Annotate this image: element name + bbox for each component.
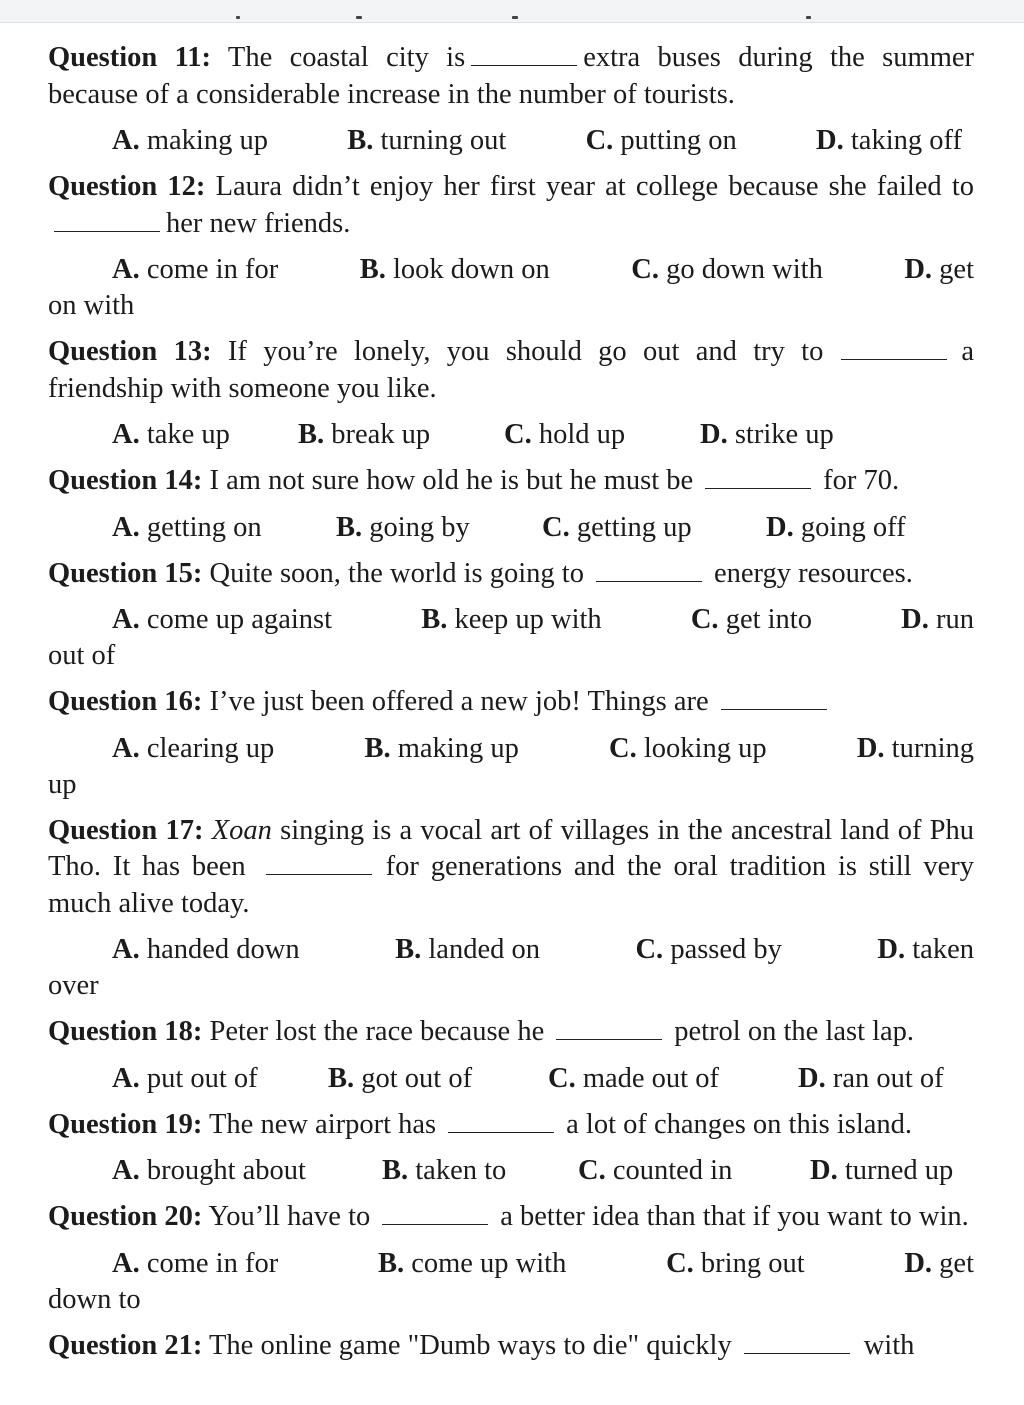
option-d: D. turning [856,732,974,764]
stem-before: Quite soon, the world is going to [209,557,584,589]
stem-before: I’ve just been offered a new job! Things are [209,686,709,717]
option-c: C. get into [690,604,812,635]
option-b: B. taken to [382,1155,507,1186]
question-stem [48,40,974,113]
stem-before: The new airport has [209,1108,437,1140]
stem-after: petrol on the last lap. [674,1016,915,1047]
answer-blank [721,708,827,710]
option-d-continuation: over [48,970,99,1001]
option-c: C. putting on [585,125,737,156]
options [48,932,974,1004]
question-stem [48,813,974,923]
stem-before: I am not sure how old he is but he must be [209,465,694,496]
question-stem [48,463,974,500]
question-19 [48,1107,974,1200]
option-d: D. get [904,254,974,285]
answer-blank [841,358,947,360]
question-stem [48,169,974,242]
answer-blank [705,487,811,489]
option-b: B. going by [336,511,470,543]
option-d: D. strike up [700,419,834,450]
option-c: C. hold up [504,419,626,450]
cropped-text-fragment [512,16,518,19]
stem-after: her new friends. [166,207,351,239]
stem-after: a lot of changes on this island. [566,1108,913,1140]
option-d-continuation: up [48,768,77,800]
option-c: C. bring out [666,1247,805,1279]
option-a: A. come up against [112,604,333,635]
option-d-continuation: out of [48,640,116,671]
question-17 [48,813,974,1015]
answer-blank [471,64,577,66]
stem-before: You’ll have to [208,1201,371,1232]
option-a: A. handed down [112,934,300,965]
option-d: D. ran out of [798,1062,944,1094]
options [48,731,974,803]
option-b: B. landed on [395,934,540,965]
stem-before: The online game "Dumb ways to die" quickly [209,1329,732,1361]
option-c: C. go down with [631,254,823,285]
question-label: Question 13: [48,336,212,367]
options [48,252,974,324]
question-stem [48,1014,974,1051]
options [48,510,974,546]
option-c: C. passed by [635,934,782,965]
option-b: B. turning out [347,125,507,156]
question-label: Question 20: [48,1201,203,1232]
question-label: Question 14: [48,465,203,496]
question-12 [48,169,974,334]
option-a: A. making up [112,125,268,156]
option-a: A. brought about [112,1155,306,1186]
stem-before: Peter lost the race because he [209,1016,545,1047]
option-d-continuation: down to [48,1283,141,1315]
question-15 [48,556,974,685]
stem-after: with [863,1329,915,1361]
option-d: D. turned up [810,1155,954,1186]
cropped-text-fragment [806,16,811,19]
options [48,1246,974,1318]
worksheet-page [48,40,974,1364]
question-13 [48,334,974,463]
option-b: B. break up [298,419,431,450]
option-d: D. run [901,604,974,635]
question-label: Question 21: [48,1329,203,1361]
option-a: A. take up [112,419,230,450]
question-20 [48,1199,974,1328]
stem-after: for 70. [823,465,900,496]
option-c: C. looking up [609,732,767,764]
question-stem [48,1199,974,1236]
option-c: C. counted in [578,1155,733,1186]
stem-before: Laura didn’t enjoy her first year at college because she failed to [215,171,975,202]
question-14 [48,463,974,556]
option-d: D. get [904,1247,974,1279]
answer-blank [556,1038,662,1040]
question-label: Question 18: [48,1016,203,1047]
option-a: A. come in for [112,1247,279,1279]
question-stem [48,1107,974,1144]
stem-after: extra buses during the summer because of a considerable increase in the number of tourists. [48,42,974,110]
option-c: C. made out of [548,1062,719,1094]
question-stem [48,1328,974,1365]
question-label: Question 12: [48,171,206,202]
option-b: B. got out of [328,1062,473,1094]
answer-blank [448,1131,554,1133]
question-18 [48,1014,974,1107]
options [48,1061,974,1097]
answer-blank [744,1352,850,1354]
cropped-text-fragment [356,16,362,19]
question-stem [48,684,974,721]
stem-after: a better idea than that if you want to win. [500,1201,969,1232]
answer-blank [54,230,160,232]
option-a: A. come in for [112,254,279,285]
question-stem [48,556,974,593]
cropped-text-fragment [236,16,240,19]
option-d: D. taken [877,934,974,965]
option-d-continuation: on with [48,290,135,321]
question-11 [48,40,974,169]
stem-before: The coastal city is [227,42,466,73]
options [48,417,974,453]
option-a: A. clearing up [112,732,275,764]
question-21 [48,1328,974,1365]
option-a: A. getting on [112,511,262,543]
stem-before: singing is a vocal art of villages in the ancestral land of Phu Tho. It has been [48,814,975,882]
stem-after: for generations and the oral tradition is still very much alive today. [48,851,975,919]
question-16 [48,684,974,813]
option-d: D. taking off [816,125,962,156]
option-b: B. look down on [359,254,550,285]
options [48,123,974,159]
option-c: C. getting up [542,511,692,543]
stem-after: energy resources. [713,557,913,589]
option-b: B. keep up with [421,604,602,635]
question-label: Question 16: [48,686,203,717]
option-a: A. put out of [112,1062,258,1094]
answer-blank [266,873,372,875]
option-d: D. going off [766,511,906,543]
options [48,1153,974,1189]
question-stem [48,334,974,407]
question-label: Question 11: [48,42,212,73]
stem-before: If you’re lonely, you should go out and try to [227,336,824,367]
stem-italic: Xoan [211,814,272,846]
answer-blank [382,1223,488,1225]
stem-after: a friendship with someone you like. [48,336,975,404]
option-b: B. making up [364,732,519,764]
question-label: Question 17: [48,814,204,846]
question-label: Question 15: [48,557,203,589]
answer-blank [596,580,702,582]
options [48,602,974,674]
cropped-top-strip [0,0,1024,23]
question-label: Question 19: [48,1108,203,1140]
option-b: B. come up with [377,1247,567,1279]
